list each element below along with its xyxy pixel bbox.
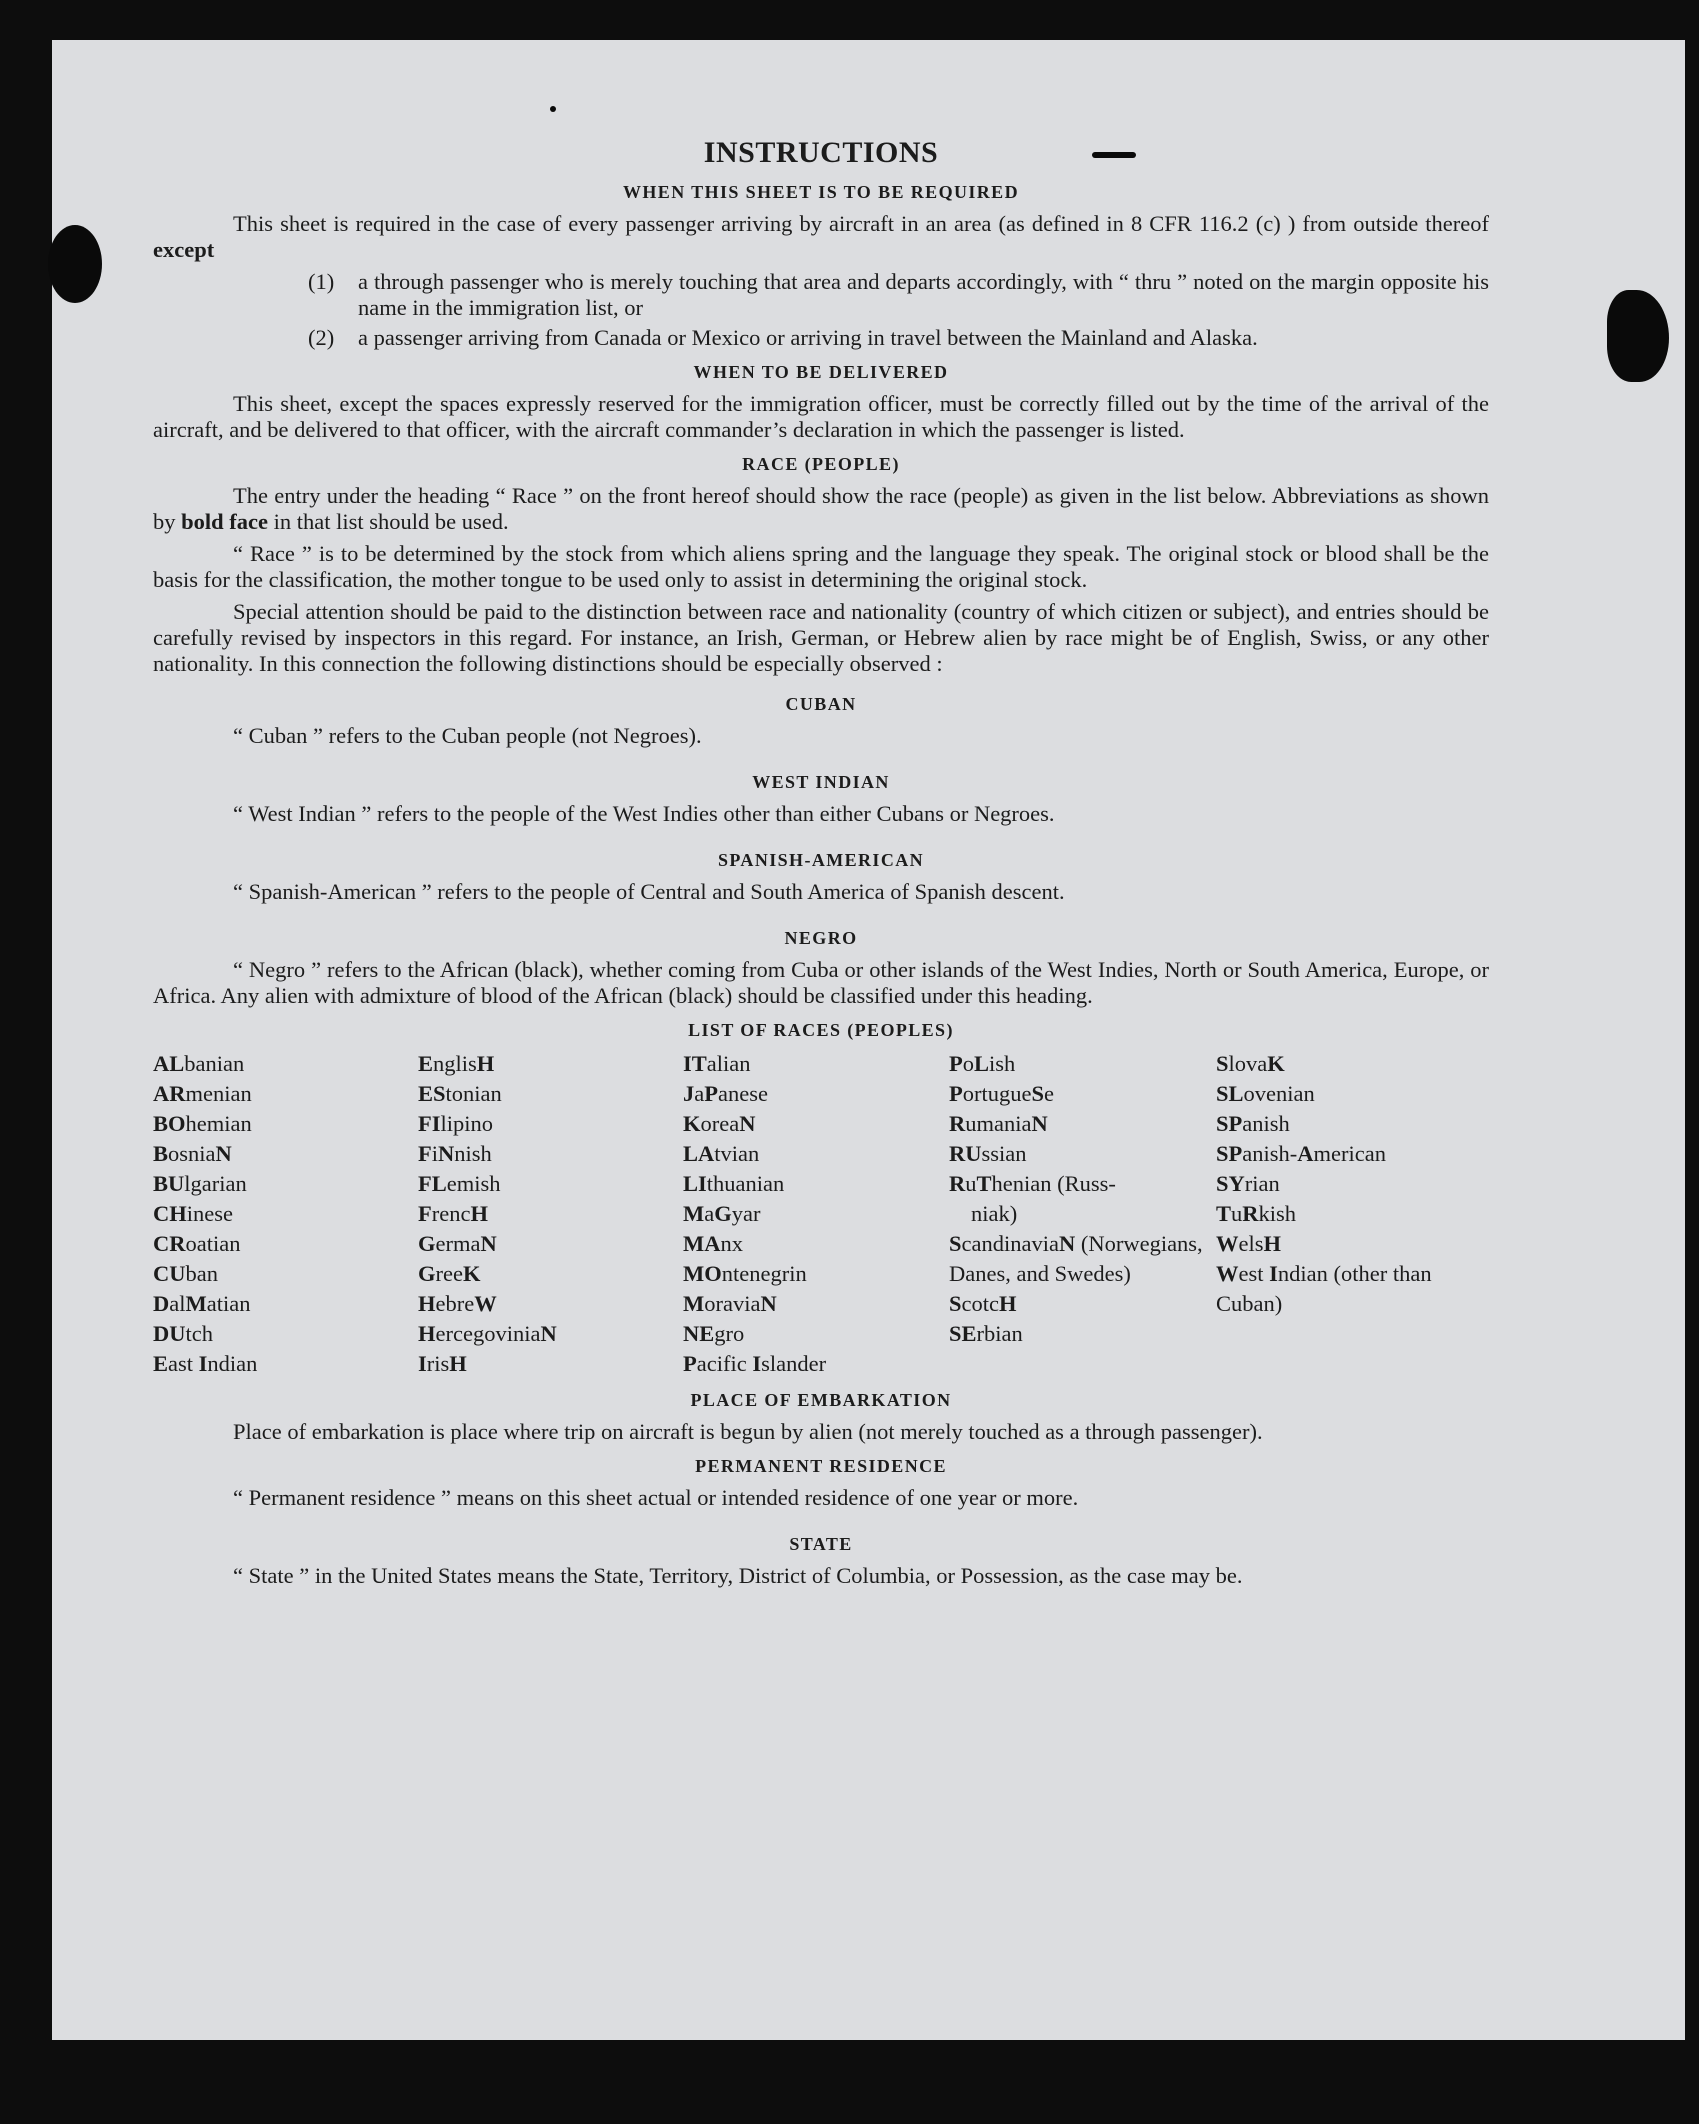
ink-blot-right (1607, 290, 1669, 382)
race-entry: CUban (153, 1261, 218, 1286)
race-entry: ScandinaviaN (Norwegians, Danes, and Swedes) (949, 1231, 1203, 1286)
item-text: a through passenger who is merely touching that area and departs accordingly, with “ thru ” noted on the margin opposite his name in the immigration list, or (358, 269, 1489, 320)
race-entry: RUssian (949, 1141, 1027, 1166)
race-entry: JaPanese (683, 1081, 768, 1106)
paragraph-west-indian: “ West Indian ” refers to the people of the West Indies other than either Cubans or Negroes. (233, 801, 1055, 826)
race-entry: MOntenegrin (683, 1261, 807, 1286)
race-entry: East Indian (153, 1351, 258, 1376)
list-item (308, 269, 1489, 321)
bold-face-label: bold face (181, 509, 268, 534)
race-entry: DalMatian (153, 1291, 251, 1316)
race-entry: FLemish (418, 1171, 501, 1196)
race-entry: EStonian (418, 1081, 502, 1106)
ink-blot-left (48, 225, 102, 303)
race-entry: ITalian (683, 1051, 751, 1076)
heading-permanent-residence: PERMANENT RESIDENCE (695, 1456, 947, 1476)
race-entry: SLovenian (1216, 1081, 1315, 1106)
race-entry: niak) (971, 1201, 1018, 1226)
race-entry: KoreaN (683, 1111, 756, 1136)
heading-when-delivered: WHEN TO BE DELIVERED (693, 362, 949, 382)
race-entry: EnglisH (418, 1051, 495, 1076)
heading-race: RACE (PEOPLE) (742, 454, 900, 474)
race-entry: GermaN (418, 1231, 497, 1256)
race-entry: FiNnish (418, 1141, 492, 1166)
race-entry: West Indian (other than Cuban) (1216, 1261, 1432, 1316)
paragraph-state: “ State ” in the United States means the State, Territory, District of Columbia, or Possession, as the case may be. (233, 1563, 1243, 1588)
race-entry: SlovaK (1216, 1051, 1285, 1076)
page-title: INSTRUCTIONS (703, 136, 939, 169)
paragraph-race-definition: “ Race ” is to be determined by the stock from which aliens spring and the language they speak. The original stock or blood shall be the basis for the classification, the mother tongue to be used only to assist in determining the original stock. (153, 541, 1489, 592)
paragraph-required-intro: This sheet is required in the case of every passenger arriving by aircraft in an area (as defined in 8 CFR 116.2 (c) ) from outside thereof except (153, 211, 1489, 262)
race-entry: MoraviaN (683, 1291, 777, 1316)
race-entry: TuRkish (1216, 1201, 1297, 1226)
races-column-1 (153, 1049, 418, 1379)
race-entry: RuThenian (Russ- (949, 1171, 1116, 1196)
race-entry: CRoatian (153, 1231, 241, 1256)
races-column-5 (1216, 1049, 1489, 1379)
race-entry: CHinese (153, 1201, 233, 1226)
race-entry: BOhemian (153, 1111, 252, 1136)
race-entry: GreeK (418, 1261, 481, 1286)
paragraph-cuban: “ Cuban ” refers to the Cuban people (not Negroes). (233, 723, 702, 748)
race-entry: SPanish-American (1216, 1141, 1386, 1166)
race-entry: SErbian (949, 1321, 1023, 1346)
race-entry: WelsH (1216, 1231, 1282, 1256)
ink-dot (550, 106, 556, 112)
heading-when-required: WHEN THIS SHEET IS TO BE REQUIRED (622, 182, 1019, 202)
race-entry: RumaniaN (949, 1111, 1048, 1136)
paragraph-race-nationality: Special attention should be paid to the distinction between race and nationality (country of which citizen or subject), and entries should be carefully revised by inspectors in this regard. For instance, an Irish, German, or Hebrew alien by race might be of English, Swiss, or any other nationality. In this connection the following distinctions should be especially observed : (153, 599, 1489, 676)
race-entry: ScotcH (949, 1291, 1017, 1316)
race-entry: FrencH (418, 1201, 488, 1226)
heading-west-indian: WEST INDIAN (752, 772, 890, 792)
heading-embarkation: PLACE OF EMBARKATION (690, 1390, 952, 1410)
race-entry: LAtvian (683, 1141, 760, 1166)
race-entry: HebreW (418, 1291, 497, 1316)
race-entry: SPanish (1216, 1111, 1290, 1136)
races-column-4 (949, 1049, 1216, 1379)
race-entry: NEgro (683, 1321, 745, 1346)
race-entry: PortugueSe (949, 1081, 1054, 1106)
list-item (308, 325, 1489, 351)
races-column-3 (683, 1049, 949, 1379)
race-entry: ALbanian (153, 1051, 245, 1076)
race-entry: SYrian (1216, 1171, 1280, 1196)
race-entry: HercegoviniaN (418, 1321, 557, 1346)
races-column-2 (418, 1049, 683, 1379)
races-list (153, 1049, 1489, 1379)
instructions-content (153, 135, 1489, 1595)
heading-negro: NEGRO (784, 928, 858, 948)
paragraph-negro: “ Negro ” refers to the African (black), whether coming from Cuba or other islands of the West Indies, North or South America, Europe, or Africa. Any alien with admixture of blood of the African (black) should be classified under this heading. (153, 957, 1489, 1008)
race-entry: IrisH (418, 1351, 467, 1376)
race-entry: FIlipino (418, 1111, 494, 1136)
race-entry: MaGyar (683, 1201, 761, 1226)
race-entry: PoLish (949, 1051, 1016, 1076)
race-entry: BUlgarian (153, 1171, 247, 1196)
heading-spanish-american: SPANISH-AMERICAN (717, 850, 925, 870)
bold-except: except (153, 237, 215, 262)
item-text: a passenger arriving from Canada or Mexico or arriving in travel between the Mainland and Alaska. (358, 325, 1258, 350)
item-number: (1) (308, 269, 335, 294)
race-entry: ARmenian (153, 1081, 252, 1106)
paragraph-race-entry: The entry under the heading “ Race ” on the front hereof should show the race (people) as given in the list below. Abbreviations as shown by bold face in that list should be used. (153, 483, 1489, 534)
heading-list-of-races: LIST OF RACES (PEOPLES) (688, 1020, 954, 1040)
race-entry: Pacific Islander (683, 1351, 827, 1376)
paragraph-embarkation: Place of embarkation is place where trip on aircraft is begun by alien (not merely touched as a through passenger). (233, 1419, 1263, 1444)
paragraph-permanent-residence: “ Permanent residence ” means on this sheet actual or intended residence of one year or more. (233, 1485, 1079, 1510)
item-number: (2) (308, 325, 335, 350)
race-entry: LIthuanian (683, 1171, 785, 1196)
paragraph-delivery: This sheet, except the spaces expressly reserved for the immigration officer, must be correctly filled out by the time of the arrival of the aircraft, and be delivered to that officer, with the aircraft commander’s declaration in which the passenger is listed. (153, 391, 1489, 442)
race-entry: DUtch (153, 1321, 213, 1346)
heading-state: STATE (789, 1534, 853, 1554)
race-entry: BosniaN (153, 1141, 232, 1166)
paragraph-spanish-american: “ Spanish-American ” refers to the people of Central and South America of Spanish descent. (233, 879, 1065, 904)
heading-cuban: CUBAN (785, 694, 857, 714)
race-entry: MAnx (683, 1231, 743, 1256)
